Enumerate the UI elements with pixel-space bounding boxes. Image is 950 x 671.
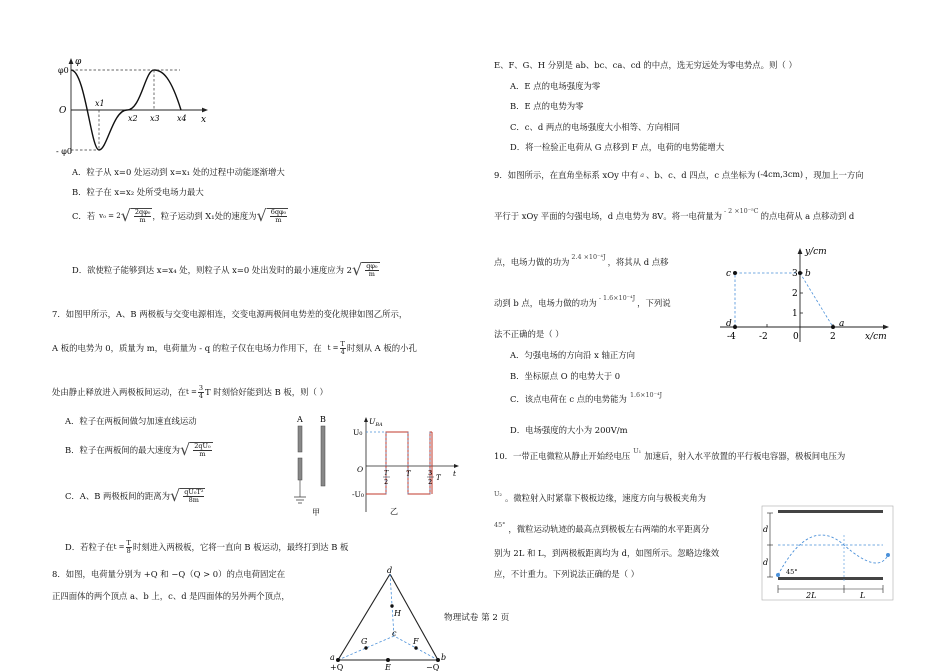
- q9-stem-line1: [494, 171, 864, 179]
- q7-frac-34-num: 3: [198, 384, 204, 392]
- q7-b-text: B．粒子在两板间的最大速度为: [65, 444, 181, 455]
- q9-coordinate-figure: [715, 245, 895, 345]
- q7-b-den: m: [199, 450, 206, 458]
- q7-line2-a: A 板的电势为 0，质量为 m，电荷量为 - q 的粒子仅在电场力作用下，在: [52, 343, 322, 354]
- charge-neg-label: −Q: [426, 663, 440, 671]
- q9-stem-line2: [494, 207, 855, 221]
- q6-c-middle: ，粒子运动到 X₁处的速度为: [152, 210, 257, 221]
- q7-frac-t8-den: 8: [126, 546, 131, 555]
- origin-label: O: [59, 106, 67, 116]
- x2-label: x2: [128, 114, 138, 123]
- q9-work2: - 1.6×10⁻⁴J: [598, 294, 636, 302]
- point-b-label: b: [805, 269, 811, 279]
- q7-option-c: [65, 488, 205, 504]
- origin-o-label: O: [357, 465, 364, 474]
- phi-x-graph: [55, 55, 215, 155]
- tick-three-T: T: [436, 474, 441, 482]
- point-c-label: c: [726, 269, 732, 279]
- q6-c-prefix: C．若: [72, 210, 96, 221]
- q7-stem-line3: [52, 385, 328, 400]
- x-tick-0: 0: [793, 332, 799, 342]
- q9-line2-b: 的点电荷从 a 点移动到 d: [760, 211, 855, 221]
- tick-T: T: [406, 470, 411, 478]
- q9-line4-a: 动到 b 点，电场力做的功为: [494, 298, 597, 308]
- q7-c-text: C．A、B 两极板间的距离为: [65, 490, 171, 501]
- x-tick-neg4: -4: [727, 332, 736, 342]
- q9-line1-b: 、b、c、d 四点，c 点坐标为: [646, 170, 756, 180]
- vertex-c: c: [392, 629, 397, 638]
- fig-jia-label: 甲: [312, 508, 320, 517]
- q6-option-d: [72, 262, 380, 278]
- q6-d-num: qφ₀: [366, 262, 378, 271]
- q9-line2-a: 平行于 xOy 平面的匀强电场，d 点电势为 8V。将一电荷量为: [494, 211, 722, 221]
- q7-option-d: [65, 540, 348, 555]
- plate-a-label: A: [297, 415, 303, 424]
- q7-b-sqrt: √ $\frac{\text{2qU₀}}{m}$: [180, 440, 211, 459]
- gap-d-lower: d: [763, 558, 769, 567]
- vertex-a: a: [330, 653, 335, 662]
- q8-option-a: A．E 点的电场强度为零: [510, 81, 601, 91]
- q7-c-den: 8m: [188, 496, 199, 504]
- q6-c-num2: 6qφ₀: [270, 208, 287, 217]
- q9-option-d: D．电场强度的大小为 200V/m: [510, 425, 628, 435]
- x-axis-label: x/cm: [865, 332, 887, 342]
- tick-three-num: 3: [428, 469, 433, 477]
- neg-phi0-label: - φ0: [56, 147, 72, 156]
- q9-line4-b: ，下列说: [637, 298, 671, 308]
- y-tick-2: 2: [792, 289, 798, 299]
- q10-line3-b: ，微粒运动轨迹的最高点到极板左右两端的水平距离分: [508, 524, 710, 534]
- x-tick-2: 2: [830, 332, 836, 342]
- q7-frac-t4-den: 4: [340, 347, 345, 356]
- q8-option-c: C．c、d 两点的电场强度大小相等、方向相同: [510, 122, 680, 132]
- u0-label: U₀: [353, 428, 363, 437]
- charge-pos-label: +Q: [330, 663, 344, 671]
- q9-coord: (-4cm,3cm): [757, 170, 804, 180]
- q7-d-teq: t =: [113, 542, 125, 551]
- q7-d-pre: D．若粒子在: [65, 542, 114, 553]
- q9-point-a: a: [640, 171, 645, 179]
- q10-stem-line1: [494, 447, 846, 461]
- q8-stem-line3: E、F、G、H 分别是 ab、bc、ca、cd 的中点，选无穷远处为零电势点。则（ ）: [494, 60, 797, 70]
- q9-stem-line5: 法不正确的是（ ）: [494, 329, 564, 339]
- q10-line1-a: 10．一带正电微粒从静止开始经电压: [494, 451, 631, 461]
- q9-option-a: A．匀强电场的方向沿 x 轴正方向: [510, 350, 635, 360]
- q6-option-a: A．粒子从 x=0 处运动到 x=x₁ 处的过程中动能逐渐增大: [72, 167, 285, 177]
- neg-u0-label: -U₀: [352, 490, 364, 499]
- vertex-b: b: [441, 653, 447, 662]
- q10-line2-b: 。微粒射入时紧靠下极板边缘，速度方向与极板夹角为: [504, 493, 706, 503]
- y-tick-1: 1: [792, 309, 798, 319]
- q9-work1: 2.4 ×10⁻⁴J: [571, 253, 606, 261]
- q6-c-sqrt2: √ $\frac{\text{6qφ₀}}{m}$: [256, 206, 287, 225]
- q7-frac-t4: [340, 341, 346, 356]
- q7-b-num: 2qU₀: [194, 442, 211, 451]
- q6-c-num1: 2qφ₀: [134, 208, 151, 217]
- t-axis-label: t: [453, 469, 457, 478]
- q8-stem-line2: 正四面体的两个顶点 a、b 上，c、d 是四面体的另外两个顶点，: [52, 591, 290, 601]
- q7-option-b: [65, 442, 213, 458]
- q7-line2-b: 时刻从 A 板的小孔: [346, 343, 417, 354]
- point-a-label: a: [839, 319, 845, 329]
- q7-frac-t8-num: T: [126, 539, 131, 547]
- q10-capacitor-figure: [760, 505, 895, 601]
- span-2L: 2L: [806, 591, 817, 600]
- q8-option-b: B．E 点的电势为零: [510, 101, 584, 111]
- q9-line1-c: ，现加上一方向: [805, 170, 864, 180]
- q10-line1-b: 加速后，射入水平放置的平行板电容器，极板间电压为: [644, 451, 846, 461]
- q10-stem-line5: 应，不计重力。下列说法正确的是（ ）: [494, 569, 640, 579]
- q10-stem-line3: [494, 521, 710, 534]
- q7-stem-line1: 7．如图甲所示，A、B 两极板与交变电源相连，交变电源两极间电势差的变化规律如图乙所示，: [52, 309, 408, 319]
- q7-frac-34-den: 4: [198, 391, 204, 400]
- q7-frac-t8: [126, 540, 132, 555]
- q9-line3-b: ，将其从 d 点移: [607, 257, 669, 267]
- q10-u2: U₂: [494, 490, 502, 498]
- u-axis-label: $U_{BA}$: [369, 417, 383, 428]
- q6-d-den: m: [368, 270, 375, 278]
- q9-charge: - 2 ×10⁻⁵C: [723, 207, 759, 215]
- q8-tetrahedron-figure: [328, 566, 446, 671]
- point-F: F: [413, 637, 419, 646]
- q10-angle: 45°: [494, 521, 506, 529]
- q7-line3-a: 处由静止释放进入两极板间运动，在: [52, 387, 186, 398]
- q7-t-eq2: t =: [186, 387, 197, 396]
- q8-option-d: D．将一检验正电荷从 G 点移到 F 点，电荷的电势能增大: [510, 142, 725, 152]
- q6-d-sqrt: √ $\frac{\text{qφ₀}}{m}$: [352, 260, 378, 279]
- x1-label: x1: [95, 99, 105, 108]
- q9-c-text: C．该点电荷在 c 点的电势能为: [510, 394, 627, 404]
- q7-c-num: qU₀T²: [184, 488, 204, 497]
- q9-line1-a: 9．如图所示，在直角坐标系 xOy 中有: [494, 170, 639, 180]
- point-H: H: [394, 609, 401, 618]
- q6-option-c: [72, 208, 288, 224]
- q9-stem-line4: [494, 294, 671, 308]
- q6-d-text: D．欲使粒子能够到达 x=x₄ 处，则粒子从 x=0 处出发时的最小速度应为 2: [72, 264, 352, 275]
- x-tick-neg2: -2: [759, 332, 768, 342]
- tick-three-den: 2: [428, 478, 433, 486]
- q9-c-value: 1.6×10⁻⁴J: [629, 391, 663, 399]
- q7-option-a: A．粒子在两板间做匀加速直线运动: [65, 416, 197, 426]
- q9-stem-line3: [494, 253, 669, 267]
- q7-line3-b: T 时刻恰好能到达 B 板，则（ ）: [205, 387, 328, 398]
- q8-stem-line1: 8．如图，电荷量分别为 +Q 和 −Q（Q > 0）的点电荷固定在: [52, 569, 286, 579]
- q7-t-eq1: t =: [327, 343, 339, 352]
- q9-option-b: B．坐标原点 O 的电势大于 0: [510, 371, 621, 381]
- x4-label: x4: [177, 114, 187, 123]
- phi-axis-label: φ: [75, 57, 82, 67]
- q7-stem-line2: [52, 341, 417, 356]
- phi0-label: φ0: [58, 66, 69, 75]
- q10-stem-line2: [494, 490, 706, 503]
- plate-b-label: B: [320, 415, 326, 424]
- q7-c-sqrt: √ $\frac{\text{qU₀T²}}{8m}$: [170, 486, 204, 505]
- q7-frac-34: [198, 385, 204, 400]
- q7-d-post: 时刻进入两极板，它将一直向 B 板运动，最终打到达 B 板: [132, 542, 349, 553]
- point-G: G: [361, 637, 368, 646]
- point-E: E: [385, 663, 391, 671]
- y-tick-3: 3: [792, 269, 798, 279]
- tick-half-num: T: [384, 469, 389, 477]
- vertex-d: d: [387, 566, 393, 575]
- x-axis-label: x: [201, 115, 207, 125]
- q9-line3-a: 点，电场力做的功为: [494, 257, 570, 267]
- q6-c-sqrt1: √ $\frac{\text{2qφ₀}}{m}$: [120, 206, 151, 225]
- q7-voltage-graph: [352, 414, 462, 518]
- q6-c-den1: m: [139, 216, 146, 224]
- q9-option-c: [510, 391, 663, 404]
- q6-option-b: B．粒子在 x=x₂ 处所受电场力最大: [72, 187, 204, 197]
- q7-plates-figure: [285, 412, 340, 518]
- gap-d-upper: d: [763, 525, 769, 534]
- angle-label: 45°: [786, 568, 798, 576]
- q10-u1: U₁: [633, 447, 642, 455]
- q6-c-v0: v₀ = 2: [99, 211, 121, 220]
- page-footer: 物理试卷 第 2 页: [444, 613, 510, 623]
- fig-yi-label: 乙: [390, 507, 398, 516]
- x3-label: x3: [150, 114, 160, 123]
- q10-stem-line4: 别为 2L 和 L，到两极板距离均为 d，如图所示。忽略边缘效: [494, 548, 720, 558]
- span-L: L: [860, 591, 866, 600]
- y-axis-label: y/cm: [805, 247, 827, 257]
- q6-c-den2: m: [275, 216, 282, 224]
- tick-half-den: 2: [384, 478, 389, 486]
- q7-frac-t4-num: T: [340, 340, 345, 348]
- point-d-label: d: [726, 319, 732, 329]
